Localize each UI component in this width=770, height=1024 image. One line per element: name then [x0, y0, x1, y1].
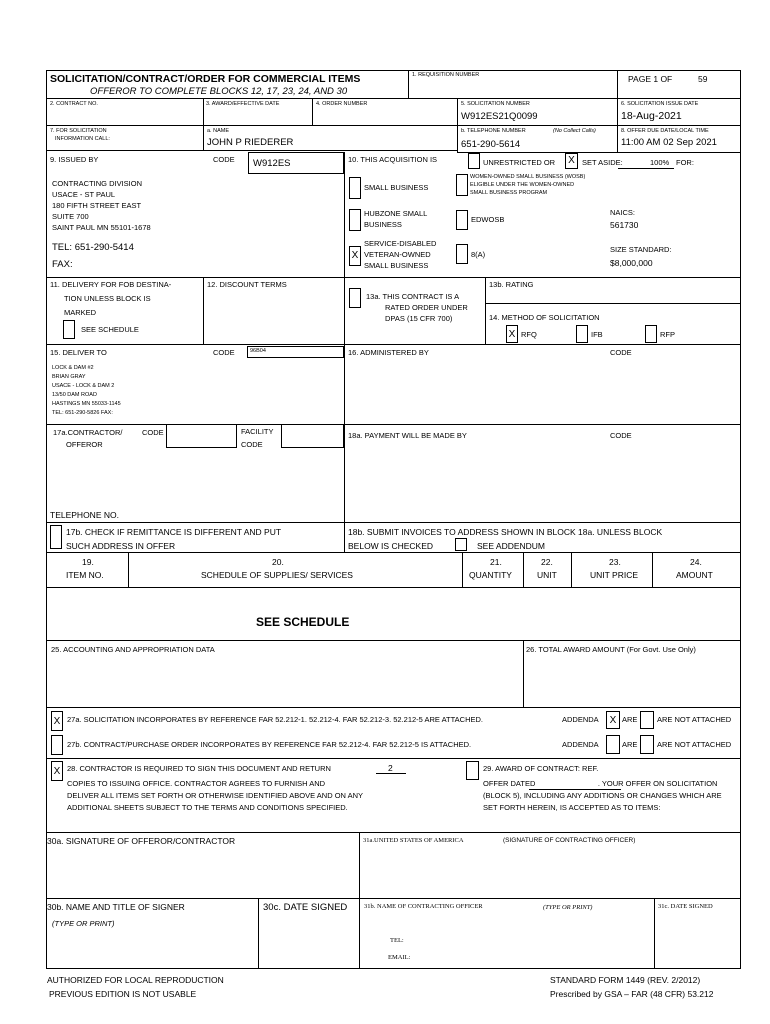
eight-a-label: 8(A) — [471, 250, 486, 259]
divider — [344, 344, 345, 552]
divider — [312, 98, 313, 125]
invoice-line-2b: SEE ADDENDUM — [477, 541, 546, 551]
b27a-addenda: ADDENDA — [562, 715, 599, 724]
issued-addr-2: USACE - ST PAUL — [52, 190, 116, 199]
issued-tel: TEL: 651-290-5414 — [52, 242, 134, 253]
footer-left-2: PREVIOUS EDITION IS NOT USABLE — [49, 989, 197, 999]
deliver-to-label: 15. DELIVER TO — [50, 348, 107, 357]
ifb-checkbox[interactable] — [576, 325, 588, 343]
issued-by-label: 9. ISSUED BY — [50, 155, 99, 164]
divider — [652, 552, 653, 587]
info-call-label-2: INFORMATION CALL: — [55, 136, 110, 142]
rated-checkbox[interactable] — [349, 288, 361, 308]
unrestricted-checkbox[interactable] — [468, 153, 480, 169]
see-schedule-checkbox[interactable] — [63, 320, 75, 339]
divider — [654, 898, 655, 968]
divider — [258, 898, 259, 968]
administered-code-label: CODE — [610, 348, 632, 357]
divider — [128, 552, 129, 587]
deliver-addr-1: LOCK & DAM #2 — [52, 365, 94, 371]
b30b-type-or-print: (TYPE OR PRINT) — [52, 919, 115, 928]
deliver-code-label: CODE — [213, 348, 235, 357]
solicitation-no-value: W912ES21Q0099 — [461, 111, 538, 122]
facility-label: FACILITY — [241, 427, 274, 436]
page-label: PAGE 1 OF — [628, 74, 673, 84]
setaside-pct: 100% — [650, 158, 670, 167]
delivery-line-1: 11. DELIVERY FOR FOB DESTINA- — [50, 280, 172, 289]
divider — [523, 640, 524, 707]
rated-line-3: DPAS (15 CFR 700) — [385, 314, 453, 323]
frame-top — [46, 70, 740, 71]
deliver-addr-3: USACE - LOCK & DAM 2 — [52, 383, 115, 389]
divider — [46, 522, 740, 523]
col21-num: 21. — [490, 557, 502, 567]
deliver-addr-6: TEL: 651-290-5826 FAX: — [52, 410, 113, 416]
frame-bottom — [46, 968, 741, 969]
issue-date-label: 6. SOLICITATION ISSUE DATE — [621, 101, 699, 107]
solicitation-no-label: 5. SOLICITATION NUMBER — [461, 101, 530, 107]
b29-checkbox[interactable] — [466, 761, 479, 780]
divider — [46, 125, 740, 126]
size-standard-value: $8,000,000 — [610, 258, 653, 268]
divider — [46, 758, 740, 759]
b31b-type-or-print: (TYPE OR PRINT) — [543, 904, 593, 911]
award-date-label: 3. AWARD/EFFECTIVE DATE — [206, 101, 280, 107]
issued-addr-3: 180 FIFTH STREET EAST — [52, 201, 142, 210]
unrestricted-label: UNRESTRICTED OR — [483, 158, 556, 167]
requisition-label: 1. REQUISITION NUMBER — [412, 72, 480, 78]
for-label: FOR: — [676, 158, 694, 167]
b27b-are-not: ARE NOT ATTACHED — [657, 740, 732, 749]
col21-label: QUANTITY — [469, 570, 512, 580]
divider — [462, 552, 463, 587]
divider — [485, 303, 740, 304]
divider — [46, 587, 740, 588]
edwosb-label: EDWOSB — [471, 215, 505, 224]
b27a-are-not-checkbox[interactable] — [640, 711, 654, 729]
sdvosb-line-2: VETERAN-OWNED — [364, 250, 431, 259]
b27b-are-not-checkbox[interactable] — [640, 735, 654, 754]
rfp-label: RFP — [660, 330, 675, 339]
email-label: EMAIL: — [388, 954, 411, 961]
wosb-line-1: WOMEN-OWNED SMALL BUSINESS (WOSB) — [470, 174, 586, 180]
remit-line-2: SUCH ADDRESS IN OFFER — [66, 541, 176, 551]
deliver-addr-2: BRIAN GRAY — [52, 374, 86, 380]
facility-code-label: CODE — [241, 440, 263, 449]
divider — [376, 773, 406, 774]
divider — [46, 640, 740, 641]
divider — [529, 789, 621, 790]
b29-line-1: 29. AWARD OF CONTRACT: REF. — [483, 764, 599, 773]
frame-right — [740, 70, 741, 968]
addendum-checkbox[interactable] — [455, 538, 467, 551]
b27b-are: ARE — [622, 740, 638, 749]
rated-line-1: 13a. THIS CONTRACT IS A — [366, 292, 460, 301]
issued-code-value: W912ES — [253, 158, 291, 169]
delivery-line-3: MARKED — [64, 308, 97, 317]
payment-code-label: CODE — [610, 431, 632, 440]
col22-label: UNIT — [537, 570, 557, 580]
divider — [46, 552, 740, 553]
contractor-code-label: CODE — [142, 428, 164, 437]
b27b-checkbox[interactable] — [51, 735, 63, 755]
divider — [408, 70, 409, 98]
telephone-label: TELEPHONE NO. — [50, 510, 119, 520]
wosb-line-3: SMALL BUSINESS PROGRAM — [470, 190, 548, 196]
info-call-label: 7. FOR SOLICITATION — [50, 128, 107, 134]
b27a-checkbox[interactable]: X — [51, 711, 63, 731]
col24-num: 24. — [690, 557, 702, 567]
order-no-label: 4. ORDER NUMBER — [316, 101, 368, 107]
rfq-label: RFQ — [521, 330, 537, 339]
hubzone-line-2: BUSINESS — [364, 220, 402, 229]
b31b-label: 31b. NAME OF CONTRACTING OFFICER — [364, 903, 483, 910]
divider — [203, 277, 204, 344]
divider — [344, 277, 345, 344]
b29-line-4: SET FORTH HEREIN, IS ACCEPTED AS TO ITEMS: — [483, 803, 661, 812]
b27b-addenda: ADDENDA — [562, 740, 599, 749]
b30c-label: 30c. DATE SIGNED — [263, 902, 348, 913]
sdvosb-line-3: SMALL BUSINESS — [364, 261, 429, 270]
b28-line-4: ADDITIONAL SHEETS SUBJECT TO THE TERMS AND CONDITIONS SPECIFIED. — [67, 803, 348, 812]
b30b-label: 30b. NAME AND TITLE OF SIGNER — [47, 902, 185, 912]
b27b-text: 27b. CONTRACT/PURCHASE ORDER INCORPORATES BY REFERENCE FAR 52.212-4. FAR 52.212-5 IS ATTACHED. — [67, 740, 472, 749]
divider — [618, 168, 674, 169]
b31a-label: 31a.UNITED STATES OF AMERICA — [363, 837, 464, 844]
due-label: 8. OFFER DUE DATE/LOCAL TIME — [621, 128, 709, 134]
accounting-label: 25. ACCOUNTING AND APPROPRIATION DATA — [51, 645, 215, 654]
b27a-are-not: ARE NOT ATTACHED — [657, 715, 732, 724]
edwosb-checkbox[interactable] — [456, 210, 468, 230]
divider — [344, 152, 345, 278]
method-label: 14. METHOD OF SOLICITATION — [489, 313, 600, 322]
deliver-addr-4: 13/50 DAM ROAD — [52, 392, 97, 398]
contract-no-label: 2. CONTRACT NO. — [50, 101, 98, 107]
size-standard-label: SIZE STANDARD: — [610, 245, 672, 254]
rfq-checkbox[interactable]: X — [506, 325, 518, 343]
wosb-checkbox[interactable] — [456, 174, 468, 196]
wosb-line-2: ELIGIBLE UNDER THE WOMEN-OWNED — [470, 182, 575, 188]
col20-label: SCHEDULE OF SUPPLIES/ SERVICES — [201, 570, 353, 580]
divider — [203, 98, 204, 150]
invoice-line-1: 18b. SUBMIT INVOICES TO ADDRESS SHOWN IN BLOCK 18a. UNLESS BLOCK — [348, 527, 663, 537]
delivery-line-2: TION UNLESS BLOCK IS — [64, 294, 151, 303]
eight-a-checkbox[interactable] — [456, 244, 468, 264]
administered-label: 16. ADMINISTERED BY — [348, 348, 429, 357]
small-business-label: SMALL BUSINESS — [364, 183, 429, 192]
divider — [46, 277, 740, 278]
b31c-label: 31c. DATE SIGNED — [658, 903, 713, 910]
b28-checkbox[interactable]: X — [51, 761, 63, 781]
b28-line-3: DELIVER ALL ITEMS SET FORTH OR OTHERWISE IDENTIFIED ABOVE AND ON ANY — [67, 791, 364, 800]
b29-line-3: (BLOCK 5), INCLUDING ANY ADDITIONS OR CHANGES WHICH ARE — [483, 791, 722, 800]
page-total: 59 — [698, 74, 708, 84]
contractor-code-box — [166, 424, 237, 448]
see-schedule-big: SEE SCHEDULE — [256, 615, 350, 629]
form-title: SOLICITATION/CONTRACT/ORDER FOR COMMERCIAL ITEMS — [50, 73, 361, 85]
b28-line-1: 28. CONTRACTOR IS REQUIRED TO SIGN THIS DOCUMENT AND RETURN — [67, 764, 331, 773]
naics-value: 561730 — [610, 220, 639, 230]
col22-num: 22. — [541, 557, 553, 567]
phone-note: (No Collect Calls) — [553, 128, 596, 134]
divider — [46, 344, 740, 345]
footer-left-1: AUTHORIZED FOR LOCAL REPRODUCTION — [47, 975, 224, 985]
hubzone-line-1: HUBZONE SMALL — [364, 209, 428, 218]
form-subtitle: OFFEROR TO COMPLETE BLOCKS 12, 17, 23, 24, AND 30 — [90, 86, 348, 97]
col23-num: 23. — [609, 557, 621, 567]
remit-line-1: 17b. CHECK IF REMITTANCE IS DIFFERENT AND PUT — [66, 527, 282, 537]
b27b-are-checkbox[interactable] — [606, 735, 620, 754]
divider — [457, 152, 740, 153]
remittance-checkbox[interactable] — [50, 525, 62, 549]
b28-line-2: COPIES TO ISSUING OFFICE. CONTRACTOR AGREES TO FURNISH AND — [67, 779, 326, 788]
see-schedule-small: SEE SCHEDULE — [81, 325, 139, 334]
divider — [485, 277, 486, 344]
contractor-label: 17a.CONTRACTOR/ — [53, 428, 123, 437]
issued-addr-5: SAINT PAUL MN 55101-1678 — [52, 223, 151, 232]
footer-right-2: Prescribed by GSA – FAR (48 CFR) 53.212 — [550, 989, 714, 999]
divider — [46, 98, 740, 99]
b27a-text: 27a. SOLICITATION INCORPORATES BY REFERENCE FAR 52.212-1. 52.212-4. FAR 52.212-3. 52.212-5 ARE ATTACHED. — [67, 715, 483, 724]
small-business-checkbox[interactable] — [349, 177, 361, 199]
contractor-label-2: OFFEROR — [66, 440, 103, 449]
issued-fax: FAX: — [52, 259, 73, 270]
b30a-label: 30a. SIGNATURE OF OFFEROR/CONTRACTOR — [47, 836, 236, 846]
phone-value: 651-290-5614 — [461, 139, 521, 150]
rfp-checkbox[interactable] — [645, 325, 657, 343]
hubzone-checkbox[interactable] — [349, 209, 361, 231]
phone-label: b. TELEPHONE NUMBER — [461, 128, 526, 134]
name-value: JOHN P RIEDERER — [207, 137, 294, 148]
divider — [617, 70, 618, 98]
divider — [46, 707, 740, 708]
col19-num: 19. — [82, 557, 94, 567]
name-label: a. NAME — [207, 128, 230, 134]
col24-label: AMOUNT — [676, 570, 713, 580]
deliver-code-value: 96B04 — [250, 348, 266, 354]
sdvosb-checkbox[interactable]: X — [349, 246, 361, 266]
deliver-addr-5: HASTINGS MN 55033-1145 — [52, 401, 121, 407]
col20-num: 20. — [272, 557, 284, 567]
b31a-sig-label: (SIGNATURE OF CONTRACTING OFFICER) — [503, 837, 636, 844]
facility-code-box — [281, 424, 344, 448]
invoice-line-2a: BELOW IS CHECKED — [348, 541, 434, 551]
acq-label: 10. THIS ACQUISITION IS — [348, 155, 438, 164]
payment-label: 18a. PAYMENT WILL BE MADE BY — [348, 431, 467, 440]
ifb-label: IFB — [591, 330, 603, 339]
col23-label: UNIT PRICE — [590, 570, 639, 580]
due-value: 11:00 AM 02 Sep 2021 — [621, 137, 717, 148]
issue-date-value: 18-Aug-2021 — [621, 110, 682, 122]
divider — [46, 832, 740, 833]
divider — [46, 150, 457, 151]
setaside-checkbox[interactable]: X — [565, 153, 578, 169]
b29-line-2: OFFER DATED . YOUR OFFER ON SOLICITATION — [483, 779, 718, 788]
divider — [46, 424, 740, 425]
b28-copies: 2 — [388, 763, 393, 773]
b27a-are: ARE — [622, 715, 638, 724]
b27a-are-checkbox[interactable]: X — [606, 711, 620, 729]
frame-left — [46, 70, 47, 968]
divider — [523, 552, 524, 587]
divider — [571, 552, 572, 587]
col19-label: ITEM NO. — [66, 570, 104, 580]
divider — [359, 832, 360, 968]
issued-addr-1: CONTRACTING DIVISION — [52, 179, 143, 188]
footer-right-1: STANDARD FORM 1449 (REV. 2/2012) — [550, 975, 701, 985]
setaside-label: SET ASIDE: — [582, 158, 623, 167]
issued-addr-4: SUITE 700 — [52, 212, 89, 221]
issued-code-label: CODE — [213, 155, 235, 164]
sdvosb-line-1: SERVICE-DISABLED — [364, 239, 437, 248]
tel-label: TEL: — [390, 937, 404, 944]
discount-label: 12. DISCOUNT TERMS — [207, 280, 287, 289]
divider — [46, 898, 740, 899]
naics-label: NAICS: — [610, 208, 636, 217]
rating-label: 13b. RATING — [489, 280, 534, 289]
total-label: 26. TOTAL AWARD AMOUNT (For Govt. Use Only) — [526, 645, 696, 654]
rated-line-2: RATED ORDER UNDER — [385, 303, 468, 312]
